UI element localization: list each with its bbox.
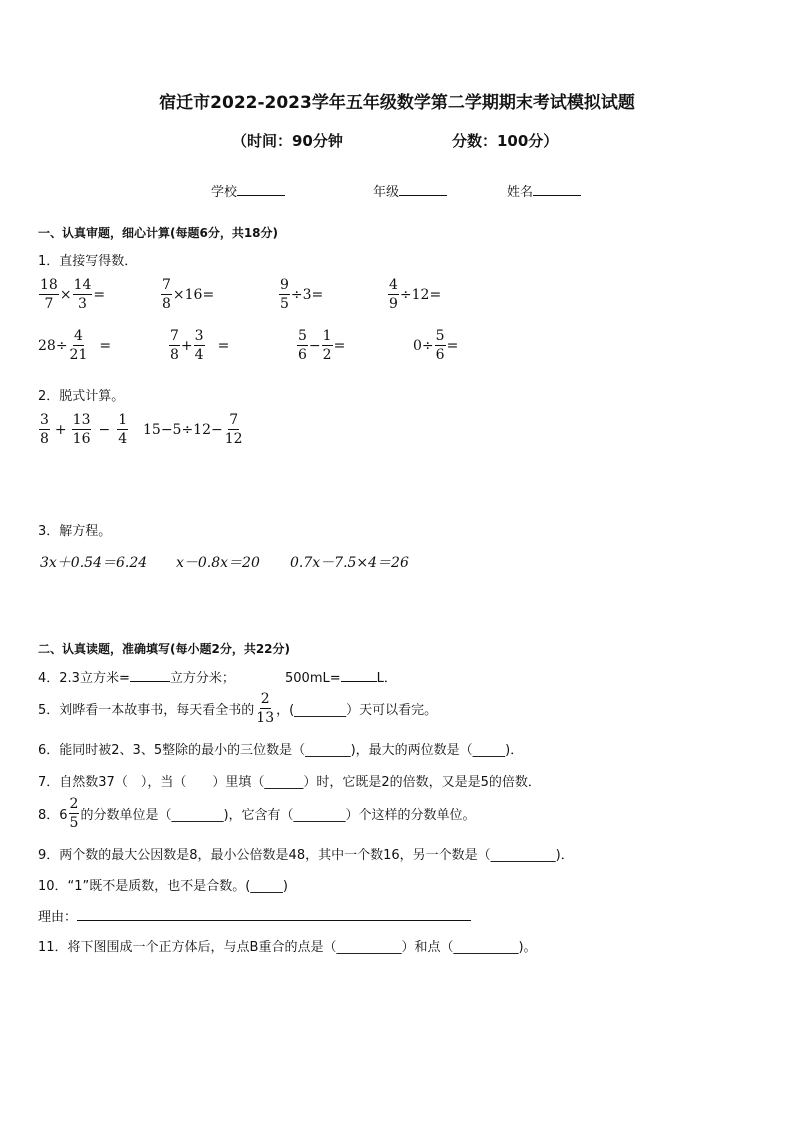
q2-item-b bbox=[143, 411, 245, 448]
fraction bbox=[39, 276, 59, 313]
q1-item-e bbox=[38, 327, 111, 364]
denominator: 4 bbox=[118, 431, 128, 447]
fraction bbox=[117, 411, 128, 448]
equals: = bbox=[217, 337, 230, 354]
operator: + bbox=[180, 337, 193, 354]
q5 bbox=[38, 690, 437, 727]
school-field[interactable] bbox=[211, 181, 285, 200]
denominator: 5 bbox=[69, 815, 79, 831]
q5-text-a: 5．刘晔看一本故事书，每天看全书的 bbox=[38, 703, 255, 718]
fraction bbox=[73, 276, 93, 313]
numerator: 1 bbox=[118, 412, 128, 428]
q4-text-c: 500mL= bbox=[285, 671, 341, 686]
q8 bbox=[38, 795, 476, 832]
numerator: 7 bbox=[170, 328, 179, 344]
denominator: 8 bbox=[40, 431, 49, 447]
expression-rest: ÷12= bbox=[399, 286, 442, 303]
fraction bbox=[388, 276, 399, 313]
grade-field[interactable] bbox=[373, 181, 447, 200]
q4-part2 bbox=[285, 667, 397, 686]
denominator: 13 bbox=[256, 710, 275, 726]
expression-rest: ÷3= bbox=[290, 286, 324, 303]
numerator: 2 bbox=[260, 691, 270, 707]
reason-label: 理由： bbox=[38, 910, 78, 925]
q8-text-a: 8．6 bbox=[38, 808, 68, 823]
denominator: 21 bbox=[69, 347, 88, 363]
q1-item-d bbox=[387, 276, 441, 313]
q3-stem: 3．解方程。 bbox=[38, 524, 112, 539]
numerator: 5 bbox=[298, 328, 307, 344]
denominator: 8 bbox=[170, 347, 179, 363]
denominator: 8 bbox=[162, 296, 171, 312]
reason-field[interactable] bbox=[38, 906, 471, 925]
fraction bbox=[194, 327, 205, 364]
q1-stem: 1．直接写得数． bbox=[38, 254, 138, 269]
q4-blank-2[interactable] bbox=[341, 669, 377, 682]
q4-text-b: 立方分米； bbox=[169, 671, 235, 686]
numerator: 4 bbox=[389, 277, 398, 293]
denominator: 2 bbox=[322, 347, 332, 363]
fraction bbox=[255, 690, 275, 727]
q2-stem: 2．脱式计算。 bbox=[38, 389, 125, 404]
q1-item-f bbox=[168, 327, 229, 364]
q10: 10．“1”既不是质数，也不是合数。(_____) bbox=[38, 879, 288, 894]
equals: = bbox=[446, 337, 459, 354]
denominator: 12 bbox=[224, 431, 243, 447]
fraction bbox=[169, 327, 180, 364]
q4-text-d: L． bbox=[376, 671, 397, 686]
numerator: 5 bbox=[435, 328, 445, 344]
numerator: 3 bbox=[194, 328, 204, 344]
fraction bbox=[297, 327, 308, 364]
q1-item-g bbox=[296, 327, 345, 364]
fraction bbox=[435, 327, 446, 364]
numerator: 3 bbox=[40, 412, 49, 428]
expression-prefix: 28÷ bbox=[38, 337, 68, 354]
numerator: 7 bbox=[162, 277, 171, 293]
numerator: 1 bbox=[322, 328, 332, 344]
operator: + bbox=[54, 421, 67, 438]
q5-text-b: ，(________）天可以看完。 bbox=[276, 703, 438, 718]
q11: 11．将下图围成一个正方体后，与点B重合的点是（__________）和点（__________)。 bbox=[38, 940, 537, 955]
fraction bbox=[39, 411, 50, 448]
exam-score: 分数：100分） bbox=[452, 132, 559, 150]
numerator: 14 bbox=[73, 277, 92, 293]
q2-item-a bbox=[38, 411, 129, 448]
equals: = bbox=[93, 286, 106, 303]
q6: 6．能同时被2、3、5整除的最小的三位数是（_______)，最大的两位数是（_____)． bbox=[38, 743, 524, 758]
q1-item-b bbox=[160, 276, 214, 313]
numerator: 2 bbox=[69, 796, 79, 812]
denominator: 6 bbox=[435, 347, 445, 363]
denominator: 9 bbox=[389, 296, 398, 312]
q1-item-h bbox=[413, 327, 458, 364]
numerator: 7 bbox=[229, 412, 239, 428]
name-label: 姓名 bbox=[507, 185, 534, 200]
q7: 7．自然数37（ ），当（ ）里填（______）时，它既是2的倍数，又是是5的倍数． bbox=[38, 775, 541, 790]
exam-title: 宿迁市2022-2023学年五年级数学第二学期期末考试模拟试题 bbox=[159, 93, 635, 113]
fraction bbox=[72, 411, 92, 448]
equation-2: x－0.8x＝20 bbox=[176, 555, 260, 571]
numerator: 4 bbox=[74, 328, 83, 344]
name-blank[interactable] bbox=[533, 183, 581, 196]
fraction bbox=[161, 276, 172, 313]
operator: − bbox=[308, 337, 321, 354]
denominator: 16 bbox=[72, 431, 91, 447]
denominator: 7 bbox=[44, 296, 54, 312]
denominator: 4 bbox=[194, 347, 204, 363]
section1-title: 一、认真审题，细心计算(每题6分，共18分) bbox=[38, 226, 279, 240]
numerator: 18 bbox=[40, 277, 58, 293]
exam-time: （时间：90分钟 bbox=[232, 132, 343, 150]
denominator: 6 bbox=[298, 347, 307, 363]
fraction bbox=[322, 327, 333, 364]
equation-3: 0.7x－7.5×4＝26 bbox=[290, 555, 409, 571]
equals: = bbox=[99, 337, 112, 354]
grade-label: 年级 bbox=[373, 185, 400, 200]
q4 bbox=[38, 667, 235, 686]
grade-blank[interactable] bbox=[399, 183, 447, 196]
q9: 9．两个数的最大公因数是8，最小公倍数是48，其中一个数16，另一个数是（__________)． bbox=[38, 848, 574, 863]
expression-rest: ×16= bbox=[172, 286, 215, 303]
q8-text-b: 的分数单位是（________)，它含有（________）个这样的分数单位。 bbox=[80, 808, 476, 823]
reason-blank[interactable] bbox=[77, 908, 471, 921]
fraction bbox=[69, 795, 80, 832]
q1-item-a bbox=[38, 276, 105, 313]
equation-1: 3x＋0.54＝6.24 bbox=[40, 555, 148, 571]
denominator: 5 bbox=[280, 296, 289, 312]
numerator: 9 bbox=[280, 277, 289, 293]
operator: × bbox=[59, 286, 72, 303]
name-field[interactable] bbox=[507, 181, 581, 200]
expression-prefix: 15−5÷12− bbox=[143, 421, 223, 438]
operator: − bbox=[98, 421, 111, 438]
school-label: 学校 bbox=[211, 185, 238, 200]
numerator: 13 bbox=[72, 412, 91, 428]
section2-title: 二、认真读题，准确填写(每小题2分，共22分) bbox=[38, 642, 291, 656]
expression-prefix: 0÷ bbox=[413, 337, 434, 354]
q4-blank-1[interactable] bbox=[130, 669, 170, 682]
school-blank[interactable] bbox=[237, 183, 285, 196]
equals: = bbox=[333, 337, 346, 354]
fraction bbox=[69, 327, 89, 364]
fraction bbox=[224, 411, 244, 448]
fraction bbox=[279, 276, 290, 313]
q1-item-c bbox=[278, 276, 323, 313]
q4-text-a: 4．2.3立方米= bbox=[38, 671, 130, 686]
denominator: 3 bbox=[78, 296, 87, 312]
